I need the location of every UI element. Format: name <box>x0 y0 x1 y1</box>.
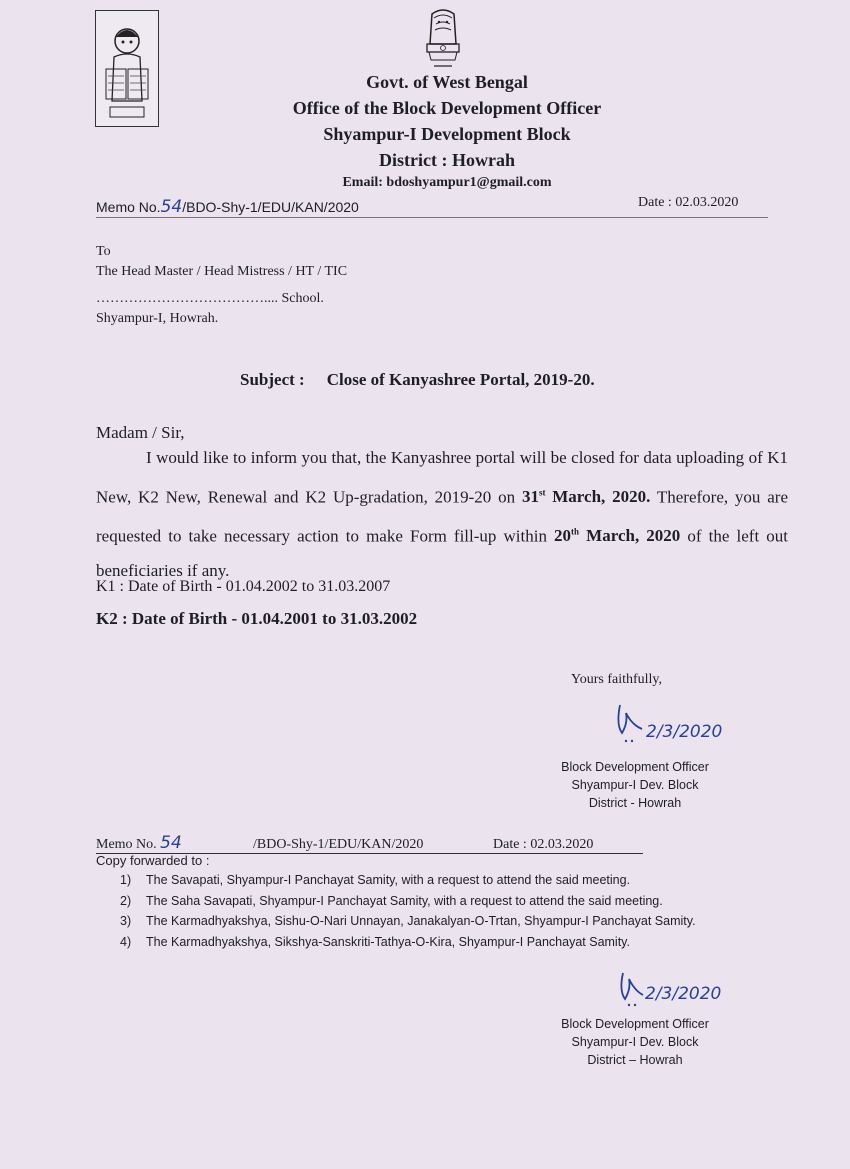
email-line: Email: bdoshyampur1@gmail.com <box>342 175 552 190</box>
signature-1-date: 2/3/2020 <box>646 722 723 742</box>
subject-text: Close of Kanyashree Portal, 2019-20. <box>326 370 595 389</box>
closing-text: Yours faithfully, <box>571 672 663 687</box>
memo2-prefix-group <box>96 833 253 854</box>
list-item <box>120 914 696 935</box>
list-item-number: 1) <box>120 873 132 887</box>
signature-2-date: 2/3/2020 <box>645 984 722 1004</box>
sig1-district: District - Howrah <box>588 796 682 810</box>
signature-block-1 <box>540 758 730 812</box>
memo-date: Date : 02.03.2020 <box>638 195 739 210</box>
list-item-number: 3) <box>120 914 132 928</box>
copy-list <box>120 873 696 955</box>
signature-1 <box>612 695 782 755</box>
k2-dob-range: K2 : Date of Birth - 01.04.2001 to 31.03.2002 <box>96 609 418 628</box>
close-date-rest: March, 2020. <box>552 487 651 507</box>
k1-dob-range: K1 : Date of Birth - 01.04.2002 to 31.03.2007 <box>96 578 391 595</box>
memo2-suffix: /BDO-Shy-1/EDU/KAN/2020 <box>253 837 493 854</box>
sig2-block: Shyampur-I Dev. Block <box>571 1035 699 1049</box>
address-to: To <box>96 244 111 259</box>
subject-label: Subject : <box>240 370 305 389</box>
list-item <box>120 873 696 894</box>
district-title: District : Howrah <box>379 150 515 170</box>
close-date-day: 31 <box>521 487 539 507</box>
list-item-text: The Saha Savapati, Shyampur-I Panchayat Samity, with a request to attend the said meeting. <box>146 893 663 908</box>
memo-number <box>96 197 359 217</box>
signature-2 <box>617 965 777 1015</box>
office-title: Office of the Block Development Officer <box>292 98 602 118</box>
memo2-handwritten-number: 54 <box>160 833 182 853</box>
sig1-designation: Block Development Officer <box>561 760 709 774</box>
memo-suffix: /BDO-Shy-1/EDU/KAN/2020 <box>182 199 359 215</box>
fillup-date-rest: March, 2020 <box>586 526 681 546</box>
block-title: Shyampur-I Development Block <box>323 124 571 144</box>
fillup-date-day: 20 <box>554 526 572 546</box>
body-paragraph <box>96 441 788 588</box>
close-date-sup: st <box>538 487 546 498</box>
signature-block-2 <box>540 1015 730 1069</box>
memo2-prefix: Memo No. <box>96 837 157 852</box>
list-item-text: The Savapati, Shyampur-I Panchayat Samity, with a request to attend the said meeting. <box>146 873 631 887</box>
memo-handwritten-number: 54 <box>160 197 183 217</box>
address-line1: The Head Master / Head Mistress / HT / TIC <box>96 264 348 279</box>
body-text-3: of the left out beneficiaries if any. <box>96 526 788 580</box>
memo-number-2 <box>96 833 643 854</box>
national-emblem <box>418 8 468 70</box>
signature-scribble-icon <box>612 695 782 755</box>
sig2-district: District – Howrah <box>587 1053 683 1067</box>
list-item-number: 4) <box>120 934 132 949</box>
header-rule <box>96 217 768 218</box>
list-item <box>120 894 696 915</box>
list-item-text: The Karmadhyakshya, Sishu-O-Nari Unnayan, Janakalyan-O-Trtan, Shyampur-I Panchayat Samity. <box>146 914 696 928</box>
signature-scribble-icon <box>617 965 777 1015</box>
memo-prefix: Memo No. <box>96 199 161 215</box>
body-text-1: I would like to inform you that, the Kanyashree portal will be closed for data uploading of K1 New, K2 New, Renewal and K2 Up-gradation, 2019-20 on <box>96 448 788 507</box>
body-text-2: Therefore, you are requested to take necessary action to make Form fill-up within <box>96 487 788 546</box>
list-item-text: The Karmadhyakshya, Sikshya-Sanskriti-Tathya-O-Kira, Shyampur-I Panchayat Samity. <box>146 934 630 949</box>
salutation: Madam / Sir, <box>96 423 185 442</box>
govt-title: Govt. of West Bengal <box>366 72 528 92</box>
address-line2: ……………………………….... School. <box>96 291 324 306</box>
sig2-designation: Block Development Officer <box>561 1017 709 1031</box>
fillup-date-sup: th <box>571 526 580 537</box>
address-line3: Shyampur-I, Howrah. <box>96 311 219 326</box>
list-item-number: 2) <box>120 893 132 908</box>
memo2-date: Date : 02.03.2020 <box>493 837 643 854</box>
list-item <box>120 935 696 956</box>
lion-capital-icon <box>418 8 468 70</box>
sig1-block: Shyampur-I Dev. Block <box>571 778 699 792</box>
subject-line <box>240 370 595 390</box>
copy-forwarded-label: Copy forwarded to : <box>96 853 210 868</box>
